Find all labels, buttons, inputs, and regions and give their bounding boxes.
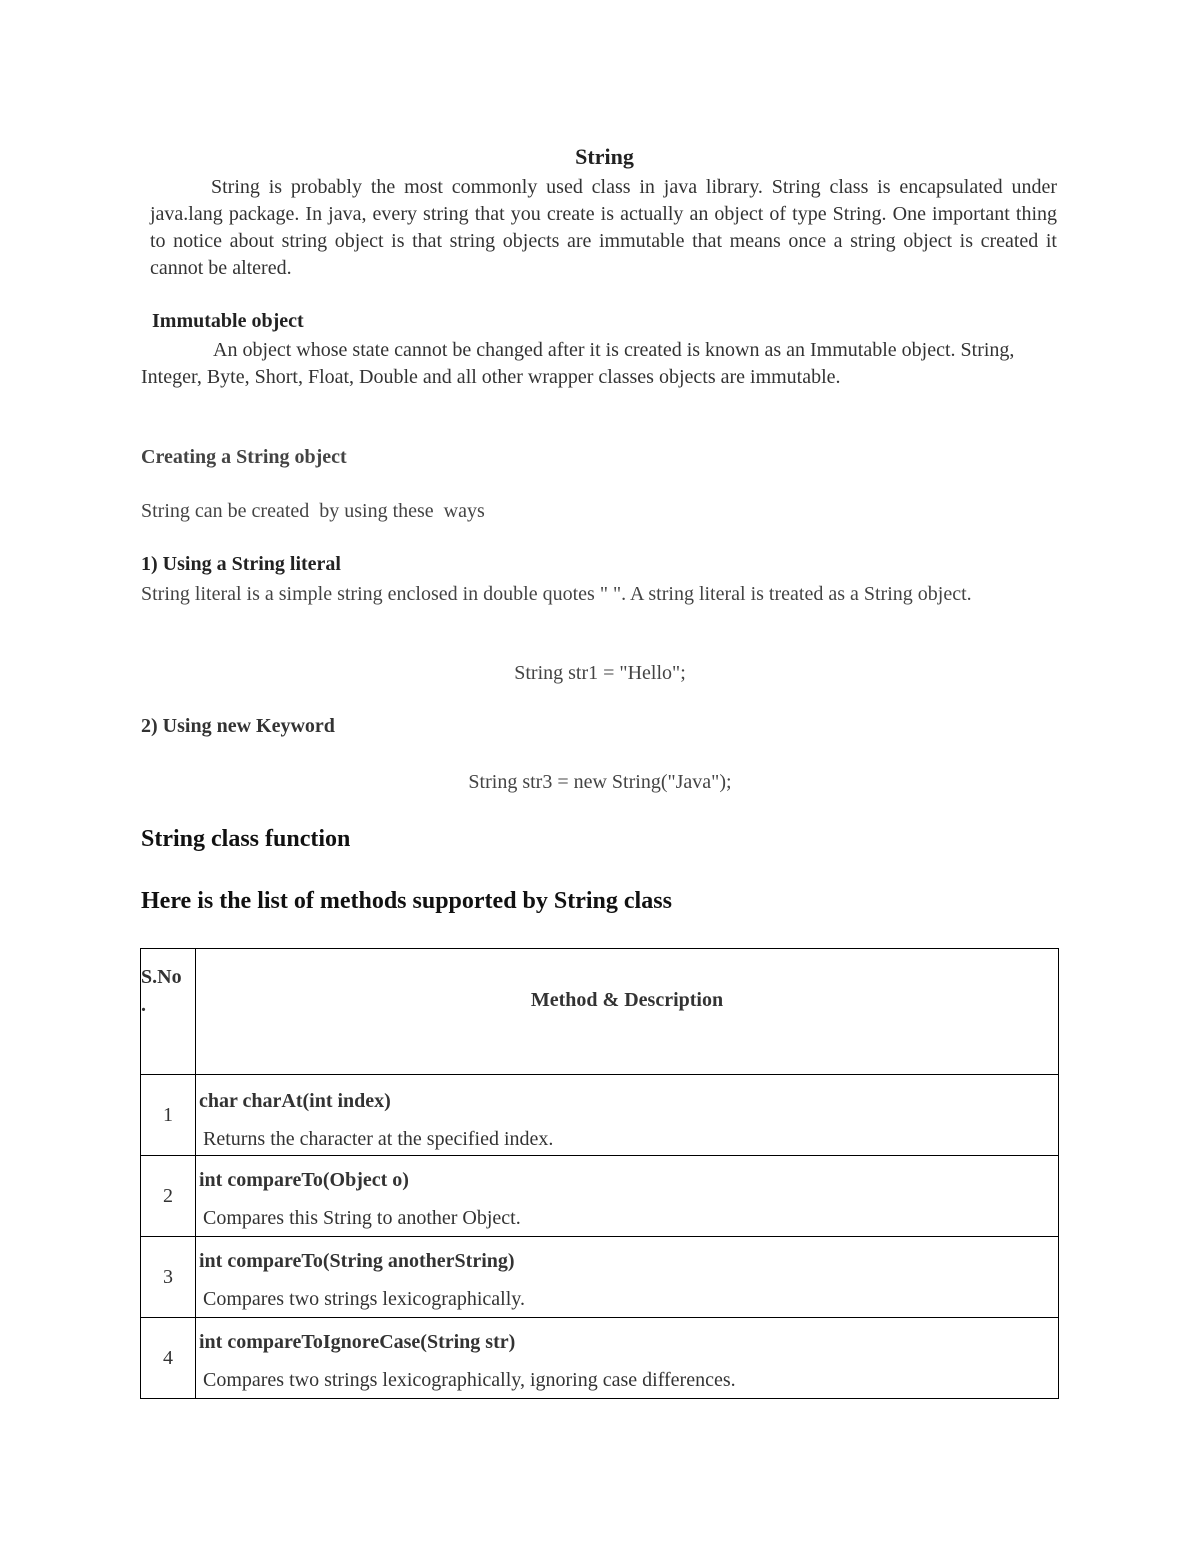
method-description: Compares two strings lexicographically. <box>203 1288 525 1310</box>
creating-heading: Creating a String object <box>141 446 347 468</box>
method-cell <box>196 1075 1059 1156</box>
literal-code-example: String str1 = "Hello"; <box>514 662 686 684</box>
column-header-sno-label: S.No <box>141 966 182 988</box>
creating-ways-text: String can be created by using these ways <box>141 500 485 522</box>
method-cell <box>196 1318 1059 1399</box>
column-header-method: Method & Description <box>196 949 1059 1075</box>
immutable-paragraph: An object whose state cannot be changed after it is created is known as an Immutable object. String, Integer, Byte, Short, Float, Double and all other wrapper classes objects are immutable. <box>141 339 1015 388</box>
new-keyword-code-example: String str3 = new String("Java"); <box>468 771 732 793</box>
table-row <box>141 1237 1059 1318</box>
literal-paragraph: String literal is a simple string enclosed in double quotes " ". A string literal is treated as a String object. <box>141 583 972 605</box>
table-row <box>141 1156 1059 1237</box>
method-description: Compares this String to another Object. <box>203 1207 521 1229</box>
method-signature: int compareTo(Object o) <box>199 1169 409 1191</box>
row-number: 3 <box>141 1237 196 1318</box>
table-row <box>141 1075 1059 1156</box>
method-signature: int compareToIgnoreCase(String str) <box>199 1331 516 1353</box>
method-description: Compares two strings lexicographically, ignoring case differences. <box>203 1369 736 1391</box>
methods-table <box>140 948 1059 1399</box>
row-number: 2 <box>141 1156 196 1237</box>
row-number: 1 <box>141 1075 196 1156</box>
method-description: Returns the character at the specified index. <box>203 1128 554 1150</box>
method-signature: int compareTo(String anotherString) <box>199 1250 515 1272</box>
table-row <box>141 1318 1059 1399</box>
method-signature: char charAt(int index) <box>199 1090 391 1112</box>
intro-paragraph: String is probably the most commonly used class in java library. String class is encapsulated under java.lang package. In java, every string that you create is actually an object of type String. One important thing to notice about string object is that string objects are immutable that means once a string object is created it cannot be altered. <box>150 176 1057 279</box>
column-header-sno <box>141 949 196 1075</box>
column-header-sno-dot: . <box>141 994 146 1016</box>
literal-heading: 1) Using a String literal <box>141 553 341 575</box>
functions-heading: String class function <box>141 826 351 852</box>
method-cell <box>196 1237 1059 1318</box>
immutable-heading: Immutable object <box>152 310 304 332</box>
page-title: String <box>575 144 634 169</box>
new-keyword-heading: 2) Using new Keyword <box>141 715 335 737</box>
method-cell <box>196 1156 1059 1237</box>
row-number: 4 <box>141 1318 196 1399</box>
table-header-row <box>141 949 1059 1075</box>
methods-list-heading: Here is the list of methods supported by String class <box>141 888 672 914</box>
